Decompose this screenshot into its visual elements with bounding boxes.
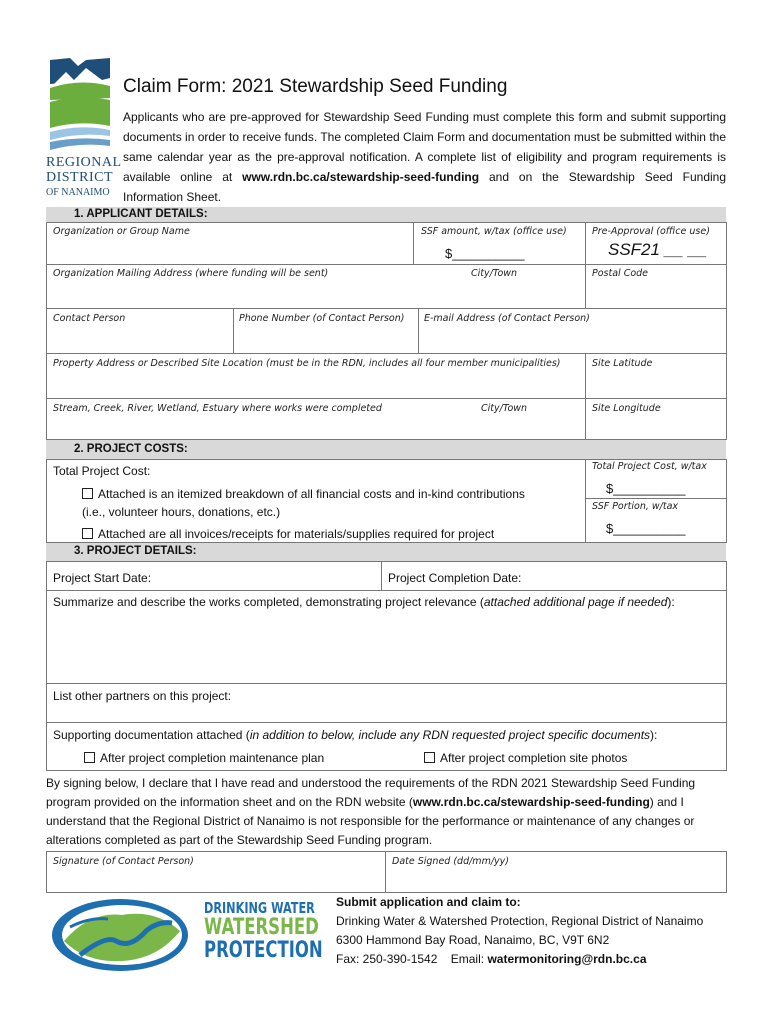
maintenance-plan-checkbox[interactable]: After project completion maintenance plan: [84, 751, 324, 765]
total-cost-value[interactable]: $__________: [606, 481, 686, 496]
date-signed-field[interactable]: Date Signed (dd/mm/yy): [392, 856, 509, 867]
ssf-portion-value[interactable]: $__________: [606, 521, 686, 536]
itemized-breakdown-checkbox[interactable]: Attached is an itemized breakdown of all financial costs and in-kind contributions: [82, 487, 525, 501]
total-cost-tax-label: Total Project Cost, w/tax: [592, 461, 707, 472]
stream-field[interactable]: Stream, Creek, River, Wetland, Estuary where works were completed: [53, 403, 382, 414]
email-link[interactable]: watermonitoring@rdn.bc.ca: [487, 952, 647, 966]
site-photos-checkbox[interactable]: After project completion site photos: [424, 751, 627, 765]
page-title: Claim Form: 2021 Stewardship Seed Funding: [123, 76, 508, 97]
rdn-logo: [46, 54, 122, 198]
mailing-address-field[interactable]: Organization Mailing Address (where funding will be sent): [53, 268, 329, 279]
property-address-field[interactable]: Property Address or Described Site Location (must be in the RDN, includes all four member municipalities): [53, 358, 561, 369]
ssf-portion-label: SSF Portion, w/tax: [592, 501, 679, 512]
submit-address-2: 6300 Hammond Bay Road, Nanaimo, BC, V9T 6N2: [336, 933, 610, 947]
city-town-label: City/Town: [471, 268, 518, 279]
rdn-logo-mark: [46, 54, 114, 158]
partners-field[interactable]: List other partners on this project:: [53, 689, 232, 703]
section-2-header: 2. PROJECT COSTS:: [46, 440, 726, 460]
preapproval-label: Pre-Approval (office use): [592, 226, 710, 237]
postal-code-field[interactable]: Postal Code: [592, 268, 649, 279]
signature-field[interactable]: Signature (of Contact Person): [53, 856, 194, 867]
watershed-logo-icon: [50, 895, 200, 975]
org-name-field[interactable]: Organization or Group Name: [53, 226, 190, 237]
ssf-amount-label: SSF amount, w/tax (office use): [421, 226, 567, 237]
submit-address-1: Drinking Water & Watershed Protection, Regional District of Nanaimo: [336, 914, 704, 928]
preapproval-value: SSF21 __ __: [608, 240, 708, 259]
submit-contact: Fax: 250-390-1542 Email: watermonitoring@rdn.bc.ca: [336, 952, 647, 966]
rdn-link[interactable]: www.rdn.bc.ca/stewardship-seed-funding: [242, 170, 480, 184]
declaration-paragraph: By signing below, I declare that I have read and understood the requirements of the RDN 2021 Stewardship Seed Funding program provided on the information sheet and on the RDN website (www.rdn.bc.ca/stewardship-seed-funding) and I understand that the Regional District of Nanaimo is not responsible for the performance or maintenance of any changes or alterations completed as part of the Stewardship Seed Funding program.: [46, 776, 696, 847]
city-town-label-2: City/Town: [481, 403, 528, 414]
summary-field[interactable]: Summarize and describe the works completed, demonstrating project relevance (attached additional page if needed):: [53, 595, 675, 609]
checkbox-icon[interactable]: [84, 752, 95, 763]
site-latitude-field[interactable]: Site Latitude: [592, 358, 653, 369]
email-field[interactable]: E-mail Address (of Contact Person): [424, 313, 590, 324]
project-start-date-field[interactable]: Project Start Date:: [53, 571, 152, 585]
phone-field[interactable]: Phone Number (of Contact Person): [239, 313, 405, 324]
supporting-docs-label: Supporting documentation attached (in addition to below, include any RDN requested project specific documents):: [53, 728, 658, 742]
intro-paragraph: Applicants who are pre-approved for Stewardship Seed Funding must complete this form and submit supporting documents in order to receive funds. The completed Claim Form and documentation must be submitted within the same calendar year as the pre-approval notification. A complete list of eligibility and program requirements is available online at www.rdn.bc.ca/stewardship-seed-funding and on the Stewardship Seed Funding Information Sheet.: [123, 110, 727, 204]
rdn-link-2[interactable]: www.rdn.bc.ca/stewardship-seed-funding: [412, 795, 650, 809]
submit-heading: Submit application and claim to:: [336, 895, 521, 909]
ssf-amount-value: $__________: [445, 246, 525, 261]
dwwp-logo-text: DRINKING WATER WATERSHED PROTECTION: [204, 899, 323, 963]
project-completion-date-field[interactable]: Project Completion Date:: [388, 571, 522, 585]
dwwp-logo: [50, 895, 323, 975]
contact-person-field[interactable]: Contact Person: [53, 313, 126, 324]
rdn-logo-text: REGIONAL DISTRICT OF NANAIMO: [46, 155, 122, 198]
submit-block: [336, 893, 703, 969]
invoices-checkbox[interactable]: Attached are all invoices/receipts for materials/supplies required for project: [82, 527, 494, 541]
section-3-header: 3. PROJECT DETAILS:: [46, 543, 726, 561]
site-longitude-field[interactable]: Site Longitude: [592, 403, 661, 414]
checkbox-icon[interactable]: [424, 752, 435, 763]
checkbox-icon[interactable]: [82, 488, 93, 499]
total-project-cost-label: Total Project Cost:: [53, 464, 151, 478]
itemized-breakdown-note: (i.e., volunteer hours, donations, etc.): [82, 505, 281, 519]
checkbox-icon[interactable]: [82, 528, 93, 539]
section-1-header: 1. APPLICANT DETAILS:: [46, 207, 726, 223]
